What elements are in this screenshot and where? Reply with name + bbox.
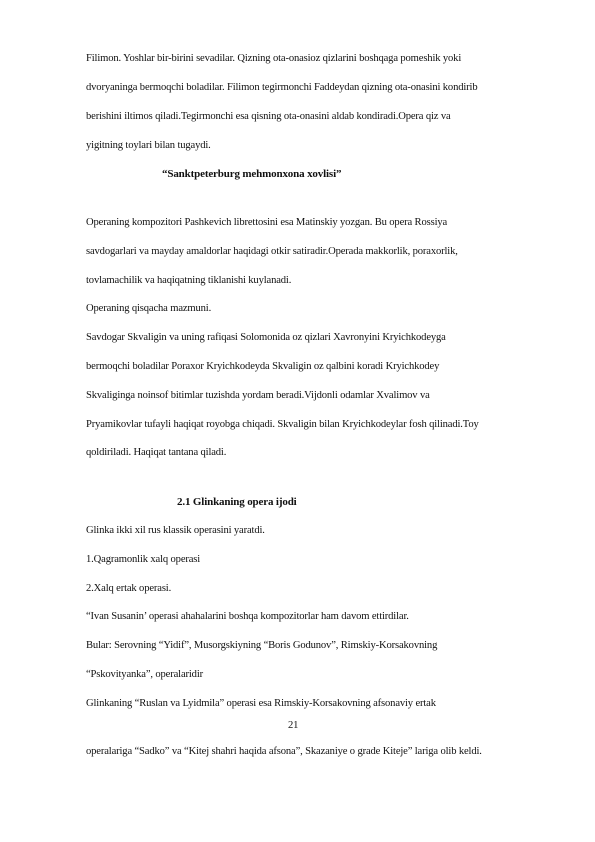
text-line: “Ivan Susanin’ operasi ahahalarini boshqa kompozitorlar ham davom ettirdilar. bbox=[86, 611, 409, 622]
text-line: bermoqchi boladilar Poraxor Kryichkodeyda Skvaligin oz qalbini koradi Kryichkodey bbox=[86, 361, 440, 372]
text-line: Operaning qisqacha mazmuni. bbox=[86, 303, 212, 314]
text-line: Savdogar Skvaligin va uning rafiqasi Solomonida oz qizlari Xavronyini Kryichkodeyga bbox=[86, 332, 446, 343]
text-line: 2.Xalq ertak operasi. bbox=[86, 583, 172, 594]
text-line: Glinka ikki xil rus klassik operasini yaratdi. bbox=[86, 525, 265, 536]
text-line: 1.Qagramonlik xalq operasi bbox=[86, 554, 201, 565]
text-line: operalariga “Sadko” va “Kitej shahri haqida afsona”, Skazaniye o grade Kiteje” lariga olib keldi. bbox=[86, 746, 482, 757]
text-line: “Pskovityanka”, operalaridir bbox=[86, 669, 203, 680]
text-line: qoldiriladi. Haqiqat tantana qiladi. bbox=[86, 447, 227, 458]
text-line: tovlamachilik va haqiqatning tiklanishi kuylanadi. bbox=[86, 275, 292, 286]
section-heading: 2.1 Glinkaning opera ijodi bbox=[177, 496, 297, 508]
text-line: Filimon. Yoshlar bir-birini sevadilar. Qizning ota-onasioz qizlarini boshqaga pomeshik yoki bbox=[86, 53, 462, 64]
section-heading: “Sanktpeterburg mehmonxona xovlisi” bbox=[162, 168, 342, 180]
text-line: Glinkaning “Ruslan va Lyidmila” operasi esa Rimskiy-Korsakovning afsonaviy ertak bbox=[86, 698, 436, 709]
text-line: Bular: Serovning “Yidif”, Musorgskiyning “Boris Godunov”, Rimskiy-Korsakovning bbox=[86, 640, 438, 651]
page-number: 21 bbox=[288, 720, 299, 731]
text-line: Operaning kompozitori Pashkevich librettosini esa Matinskiy yozgan. Bu opera Rossiya bbox=[86, 217, 448, 228]
text-line: savdogarlari va mayday amaldorlar haqidagi otkir satiradir.Operada makkorlik, poraxorlik, bbox=[86, 246, 458, 257]
text-line: Pryamikovlar tufayli haqiqat royobga chiqadi. Skvaligin bilan Kryichkodeylar fosh qilinadi.Toy bbox=[86, 419, 479, 430]
text-line: yigitning toylari bilan tugaydi. bbox=[86, 140, 211, 151]
text-line: berishini iltimos qiladi.Tegirmonchi esa qisning ota-onasini aldab kondiradi.Opera qiz va bbox=[86, 111, 451, 122]
text-line: Skvaliginga noinsof bitimlar tuzishda yordam beradi.Vijdonli odamlar Xvalimov va bbox=[86, 390, 430, 401]
text-line: dvoryaninga bermoqchi boladilar. Filimon tegirmonchi Faddeydan qizning ota-onasini kondirib bbox=[86, 82, 478, 93]
